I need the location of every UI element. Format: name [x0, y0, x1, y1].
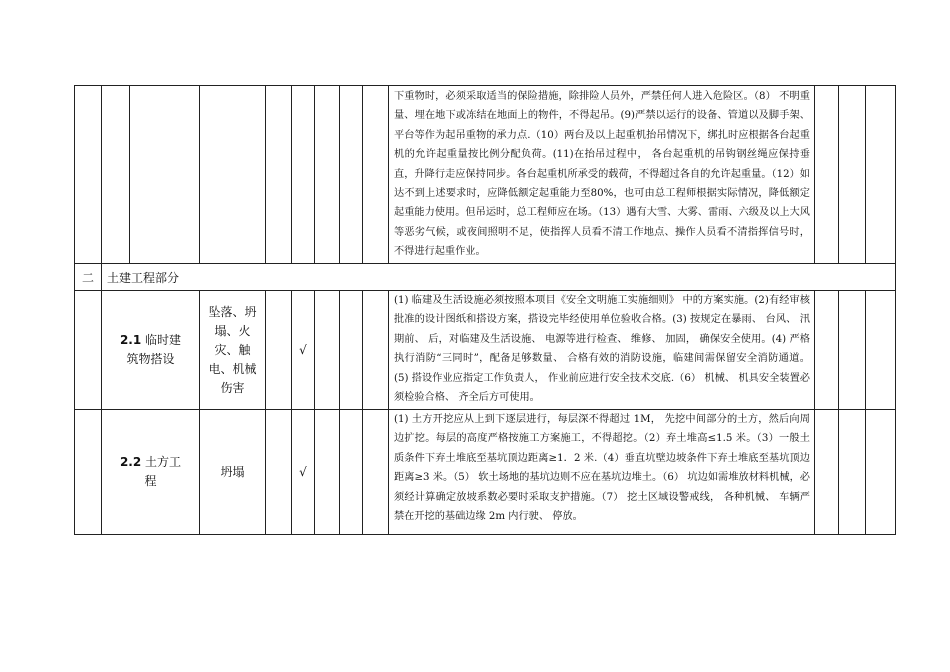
- risk-control-table: [74, 85, 896, 535]
- cell-empty: [866, 410, 896, 535]
- table-row: [75, 410, 896, 535]
- check-mark: √: [292, 410, 315, 535]
- cell-empty: [340, 86, 363, 264]
- work-item-name: 土方工程: [144, 455, 182, 488]
- control-measures-text: (1) 临建及生活设施必须按照本项目《安全文明施工实施细则》 中的方案实施。(2)有经审核批准的设计图纸和搭设方案，搭设完毕经使用单位验收合格。(3) 按规定在暴雨、 台风、 汛期前、 后，对临建及生活设施、 电源等进行检查、 维修、 加固， 确保安全使用。(4) 严格执行消防“三同时”，配备足够数量、 合格有效的消防设施，临建间需保留安全消防通道。 (5) 搭设作业应指定工作负责人， 作业前应进行安全技术交底.（6） 机械、 机具安全装置必须检验合格、 齐全后方可使用。: [389, 291, 815, 410]
- cell-empty: [815, 86, 839, 264]
- cell-empty: [363, 291, 389, 410]
- work-item-cell: [102, 410, 200, 535]
- table-row: [75, 291, 896, 410]
- cell-empty: [292, 86, 315, 264]
- table-row-continued: [75, 86, 896, 264]
- check-mark: √: [292, 291, 315, 410]
- work-item-cell: [102, 291, 200, 410]
- work-item-code: 2.2: [119, 455, 142, 469]
- cell-empty: [340, 410, 363, 535]
- cell-empty: [75, 291, 102, 410]
- work-item-code: 2.1: [119, 333, 142, 347]
- control-measures-text: 下重物时，必须采取适当的保险措施，除排险人员外，严禁任何人进入危险区。（8） 不明重量、埋在地下或冻结在地面上的物件，不得起吊。(9)严禁以运行的设备、管道以及脚手架、平台等作为起吊重物的承力点.（10）两台及以上起重机抬吊情况下，绑扎时应根据各台起重机的允许起重量按比例分配负荷。(11)在抬吊过程中， 各台起重机的吊钩钢丝绳应保持垂直，升降行走应保持同步。各台起重机所承受的载荷，不得超过各自的允许起重量。（12）如达不到上述要求时，应降低额定起重能力至80%，也可由总工程师根据实际情况，降低额定起重能力使用。但吊运时，总工程师应在场。（13）遇有大雪、大雾、雷雨、六级及以上大风等恶劣气候，或夜间照明不足，使指挥人员看不清工作地点、操作人员看不清指挥信号时，不得进行起重作业。: [389, 86, 815, 264]
- cell-empty: [866, 86, 896, 264]
- cell-empty: [815, 410, 839, 535]
- cell-empty: [315, 291, 340, 410]
- cell-empty: [363, 410, 389, 535]
- section-row: [75, 264, 896, 291]
- cell-empty: [266, 410, 292, 535]
- work-item-name: 临时建筑物搭设: [126, 333, 182, 366]
- section-title: 土建工程部分: [102, 264, 896, 291]
- cell-empty: [102, 86, 130, 264]
- hazard-cell: 坠落、坍塌、火灾、触电、机械伤害: [200, 291, 266, 410]
- cell-empty: [363, 86, 389, 264]
- cell-empty: [75, 86, 102, 264]
- section-number: 二: [75, 264, 102, 291]
- cell-empty: [130, 86, 200, 264]
- cell-empty: [266, 86, 292, 264]
- cell-empty: [315, 410, 340, 535]
- cell-empty: [340, 291, 363, 410]
- cell-empty: [200, 86, 266, 264]
- cell-empty: [839, 86, 866, 264]
- cell-empty: [839, 410, 866, 535]
- cell-empty: [75, 410, 102, 535]
- cell-empty: [815, 291, 839, 410]
- control-measures-text: (1) 土方开挖应从上到下逐层进行，每层深不得超过 1M， 先挖中间部分的土方，然后向周边扩挖。每层的高度严格按施工方案施工，不得超挖。（2）弃土堆高≤1.5 米。（3）一般土质条件下弃土堆底至基坑顶边距离≥1．2 米.（4）垂直坑壁边坡条件下弃土堆底至基坑顶边距离≥3 米。（5） 软土场地的基坑边则不应在基坑边堆土。（6） 坑边如需堆放材料机械，必须经计算确定放坡系数必要时采取支护措施。（7） 挖土区域设警戒线， 各种机械、 车辆严禁在开挖的基础边缘 2m 内行驶、 停放。: [389, 410, 815, 535]
- cell-empty: [866, 291, 896, 410]
- cell-empty: [315, 86, 340, 264]
- hazard-cell: 坍塌: [200, 410, 266, 535]
- cell-empty: [839, 291, 866, 410]
- cell-empty: [266, 291, 292, 410]
